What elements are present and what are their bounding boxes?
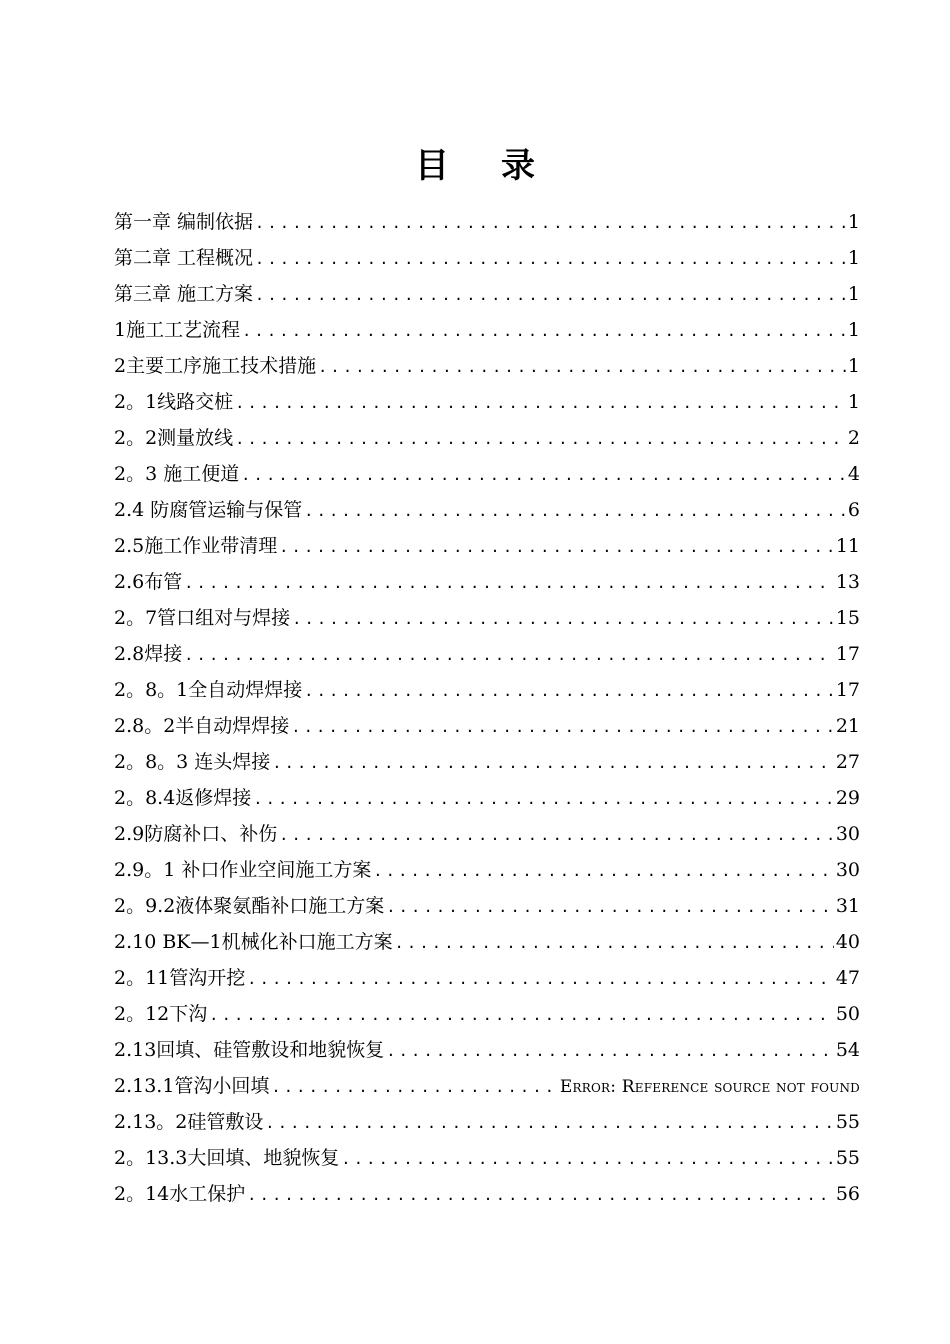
toc-entry[interactable]: [114, 708, 860, 744]
toc-entry-page-number[interactable]: 1: [847, 247, 860, 269]
toc-entry[interactable]: [114, 492, 860, 528]
toc-entry-page-number[interactable]: 31: [835, 895, 860, 917]
toc-entry-label[interactable]: 2。7管口组对与焊接: [114, 607, 291, 629]
toc-entry[interactable]: [114, 420, 860, 456]
toc-entry[interactable]: [114, 924, 860, 960]
toc-dot-leader: [304, 673, 834, 709]
toc-entry[interactable]: [114, 204, 860, 240]
toc-entry-label[interactable]: 2。3 施工便道: [114, 463, 240, 485]
toc-entry-page-number[interactable]: 1: [847, 319, 860, 341]
toc-entry-label[interactable]: 2.8焊接: [114, 643, 183, 665]
toc-dot-leader: [242, 313, 846, 349]
toc-entry[interactable]: [114, 384, 860, 420]
toc-entry-page-number[interactable]: 27: [835, 751, 860, 773]
toc-dot-leader: [279, 529, 834, 565]
toc-dot-leader: [255, 205, 846, 241]
toc-entry-label[interactable]: 2。12下沟: [114, 1003, 208, 1025]
toc-entry[interactable]: [114, 852, 860, 888]
toc-entry-label[interactable]: 1施工工艺流程: [114, 319, 241, 341]
toc-entry[interactable]: [114, 960, 860, 996]
toc-entry-page-number[interactable]: 17: [835, 679, 860, 701]
toc-entry-label[interactable]: 2.6布管: [114, 571, 183, 593]
toc-dot-leader: [235, 385, 846, 421]
toc-entry-label[interactable]: 2主要工序施工技术措施: [114, 355, 317, 377]
toc-dot-leader: [184, 565, 834, 601]
toc-entry-page-number[interactable]: 50: [835, 1003, 860, 1025]
toc-dot-leader: [386, 889, 834, 925]
toc-entry-label[interactable]: 2。14水工保护: [114, 1183, 246, 1205]
toc-entry-page-number[interactable]: 55: [835, 1111, 860, 1133]
toc-entry[interactable]: [114, 240, 860, 276]
toc-entry-label[interactable]: 2.9防腐补口、补伤: [114, 823, 278, 845]
toc-entry-label[interactable]: 2。11管沟开挖: [114, 967, 246, 989]
toc-entry[interactable]: [114, 780, 860, 816]
toc-entry[interactable]: [114, 276, 860, 312]
toc-dot-leader: [341, 1141, 833, 1177]
toc-entry-page-number[interactable]: 30: [835, 823, 860, 845]
toc-entry-page-number[interactable]: 4: [847, 463, 860, 485]
toc-dot-leader: [292, 601, 834, 637]
toc-entry-label[interactable]: 2。1线路交桩: [114, 391, 234, 413]
toc-dot-leader: [386, 1033, 834, 1069]
toc-entry-label[interactable]: 2。8.4返修焊接: [114, 787, 252, 809]
toc-dot-leader: [247, 1177, 834, 1213]
toc-entry-label[interactable]: 2.13回填、硅管敷设和地貌恢复: [114, 1039, 385, 1061]
toc-entry-page-number[interactable]: 54: [835, 1039, 860, 1061]
toc-dot-leader: [255, 241, 846, 277]
toc-entry-page-number[interactable]: Error: Reference source not found: [559, 1077, 860, 1097]
toc-entry-page-number[interactable]: 30: [835, 859, 860, 881]
toc-entry[interactable]: [114, 528, 860, 564]
toc-entry[interactable]: [114, 1104, 860, 1140]
toc-entry-page-number[interactable]: 40: [835, 931, 860, 953]
toc-entry[interactable]: [114, 1140, 860, 1176]
toc-entry-page-number[interactable]: 2: [847, 427, 860, 449]
toc-entry-page-number[interactable]: 29: [835, 787, 860, 809]
toc-entry-label[interactable]: 2.13。2硅管敷设: [114, 1111, 264, 1133]
toc-entry[interactable]: [114, 600, 860, 636]
toc-dot-leader: [271, 1069, 557, 1105]
toc-entry-page-number[interactable]: 6: [847, 499, 860, 521]
toc-entry[interactable]: [114, 672, 860, 708]
toc-dot-leader: [247, 961, 834, 997]
toc-entry-label[interactable]: 第三章 施工方案: [114, 283, 254, 305]
toc-entry[interactable]: [114, 312, 860, 348]
toc-dot-leader: [373, 853, 833, 889]
toc-entry-page-number[interactable]: 1: [847, 283, 860, 305]
toc-dot-leader: [291, 709, 834, 745]
toc-dot-leader: [255, 277, 846, 313]
toc-entry[interactable]: [114, 996, 860, 1032]
toc-entry-label[interactable]: 2.10 BK—1机械化补口施工方案: [114, 931, 393, 953]
toc-entry[interactable]: [114, 1176, 860, 1212]
toc-entry[interactable]: [114, 816, 860, 852]
toc-entry-page-number[interactable]: 47: [835, 967, 860, 989]
toc-entry-page-number[interactable]: 1: [847, 211, 860, 233]
toc-title: 目录: [415, 146, 587, 186]
toc-dot-leader: [395, 925, 834, 961]
toc-dot-leader: [235, 421, 846, 457]
toc-entry-page-number[interactable]: 1: [847, 391, 860, 413]
toc-entry-page-number[interactable]: 55: [835, 1147, 860, 1169]
toc-entry-label[interactable]: 2.9。1 补口作业空间施工方案: [114, 859, 372, 881]
toc-entry-label[interactable]: 2。8。3 连头焊接: [114, 751, 271, 773]
toc-entry[interactable]: [114, 456, 860, 492]
toc-entry[interactable]: [114, 348, 860, 384]
toc-dot-leader: [209, 997, 834, 1033]
toc-entry-label[interactable]: 2.8。2半自动焊焊接: [114, 715, 290, 737]
toc-entry-page-number[interactable]: 15: [835, 607, 860, 629]
toc-entry[interactable]: [114, 744, 860, 780]
toc-entry[interactable]: [114, 564, 860, 600]
toc-dot-leader: [304, 493, 846, 529]
toc-entry-label[interactable]: 2。9.2液体聚氨酯补口施工方案: [114, 895, 385, 917]
toc-entry-label[interactable]: 2。2测量放线: [114, 427, 234, 449]
toc-list: [114, 204, 860, 1212]
toc-entry-label[interactable]: 2.5施工作业带清理: [114, 535, 278, 557]
toc-entry-page-number[interactable]: 11: [835, 535, 860, 557]
toc-entry-label[interactable]: 2。8。1全自动焊焊接: [114, 679, 303, 701]
toc-dot-leader: [279, 817, 834, 853]
toc-dot-leader: [241, 457, 846, 493]
toc-entry-page-number[interactable]: 1: [847, 355, 860, 377]
toc-dot-leader: [184, 637, 834, 673]
toc-dot-leader: [265, 1105, 833, 1141]
toc-dot-leader: [272, 745, 834, 781]
toc-entry-page-number[interactable]: 56: [835, 1183, 860, 1205]
toc-entry-page-number[interactable]: 13: [835, 571, 860, 593]
toc-entry[interactable]: [114, 1032, 860, 1068]
toc-entry-label[interactable]: 2.13.1管沟小回填: [114, 1075, 270, 1097]
toc-entry-label[interactable]: 第一章 编制依据: [114, 211, 254, 233]
toc-dot-leader: [318, 349, 846, 385]
toc-entry[interactable]: [114, 636, 860, 672]
toc-dot-leader: [253, 781, 834, 817]
toc-entry[interactable]: [114, 1068, 860, 1104]
toc-entry-label[interactable]: 2.4 防腐管运输与保管: [114, 499, 303, 521]
toc-entry-label[interactable]: 第二章 工程概况: [114, 247, 254, 269]
toc-entry-label[interactable]: 2。13.3大回填、地貌恢复: [114, 1147, 340, 1169]
toc-entry[interactable]: [114, 888, 860, 924]
toc-entry-page-number[interactable]: 21: [835, 715, 860, 737]
toc-entry-page-number[interactable]: 17: [835, 643, 860, 665]
